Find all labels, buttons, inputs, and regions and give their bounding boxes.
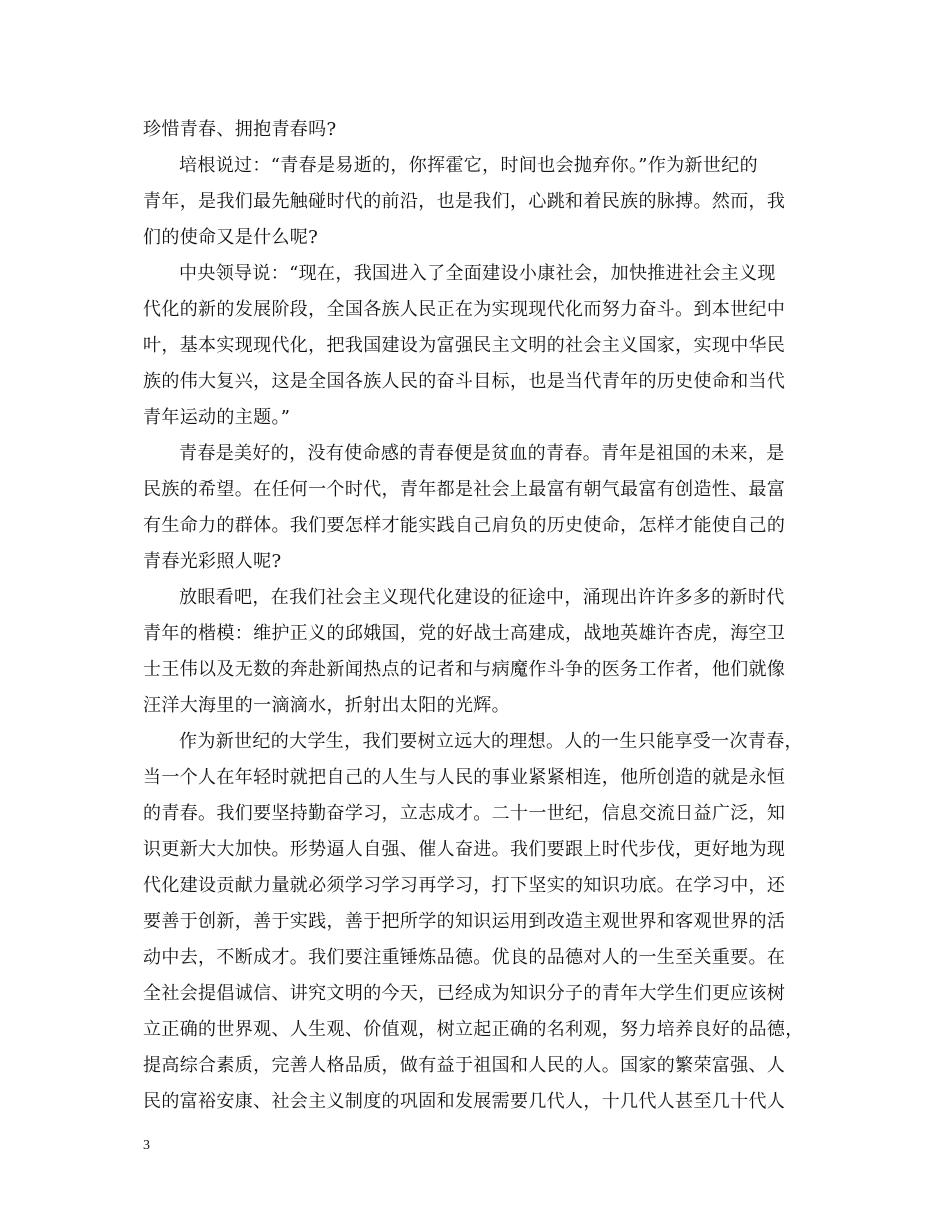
text-line: 提高综合素质，完善人格品质，做有益于祖国和人民的人。国家的繁荣富强、人 xyxy=(143,1055,786,1076)
text-line: 们的使命又是什么呢? xyxy=(143,227,319,248)
text-line: 青春光彩照人呢? xyxy=(143,551,282,572)
text-line: 培根说过：“青春是易逝的，你挥霍它，时间也会抛弃你。”作为新世纪的 xyxy=(179,155,758,176)
text-line: 民的富裕安康、社会主义制度的巩固和发展需要几代人，十几代人甚至几十代人 xyxy=(143,1091,786,1112)
text-line: 中央领导说：“现在，我国进入了全面建设小康社会，加快推进社会主义现 xyxy=(179,263,776,284)
page-number: 3 xyxy=(143,1138,150,1153)
text-line: 叶，基本实现现代化，把我国建设为富强民主文明的社会主义国家，实现中华民 xyxy=(143,335,786,356)
text-line: 全社会提倡诚信、讲究文明的今天，已经成为知识分子的青年大学生们更应该树 xyxy=(143,983,786,1004)
text-line: 青春是美好的，没有使命感的青春便是贫血的青春。青年是祖国的未来，是 xyxy=(179,443,785,464)
body-text xyxy=(143,112,823,1120)
text-line: 士王伟以及无数的奔赴新闻热点的记者和与病魔作斗争的医务工作者，他们就像 xyxy=(143,659,786,680)
text-line: 族的伟大复兴，这是全国各族人民的奋斗目标，也是当代青年的历史使命和当代 xyxy=(143,371,786,392)
text-line: 识更新大大加快。形势逼人自强、催人奋进。我们要跟上时代步伐，更好地为现 xyxy=(143,839,786,860)
text-line: 民族的希望。在任何一个时代，青年都是社会上最富有朝气最富有创造性、最富 xyxy=(143,479,786,500)
text-line: 有生命力的群体。我们要怎样才能实践自己肩负的历史使命，怎样才能使自己的 xyxy=(143,515,786,536)
text-line: 动中去，不断成才。我们要注重锤炼品德。优良的品德对人的一生至关重要。在 xyxy=(143,947,786,968)
text-line: 代化的新的发展阶段，全国各族人民正在为实现现代化而努力奋斗。到本世纪中 xyxy=(143,299,786,320)
text-line: 代化建设贡献力量就必须学习学习再学习，打下坚实的知识功底。在学习中，还 xyxy=(143,875,786,896)
text-line: 珍惜青春、拥抱青春吗? xyxy=(143,119,337,140)
text-line: 作为新世纪的大学生，我们要树立远大的理想。人的一生只能享受一次青春， xyxy=(179,731,803,752)
text-line: 的青春。我们要坚持勤奋学习，立志成才。二十一世纪，信息交流日益广泛，知 xyxy=(143,803,786,824)
text-line: 青年运动的主题。” xyxy=(143,407,291,428)
text-line: 青年，是我们最先触碰时代的前沿，也是我们，心跳和着民族的脉搏。然而，我 xyxy=(143,191,786,212)
text-line: 当一个人在年轻时就把自己的人生与人民的事业紧紧相连，他所创造的就是永恒 xyxy=(143,767,786,788)
text-line: 立正确的世界观、人生观、价值观，树立起正确的名利观，努力培养良好的品德， xyxy=(143,1019,804,1040)
text-line: 青年的楷模：维护正义的邱娥国，党的好战士高建成，战地英雄许杏虎，海空卫 xyxy=(143,623,786,644)
text-line: 要善于创新，善于实践，善于把所学的知识运用到改造主观世界和客观世界的活 xyxy=(143,911,786,932)
text-line: 汪洋大海里的一滴滴水，折射出太阳的光辉。 xyxy=(143,695,510,716)
text-line: 放眼看吧，在我们社会主义现代化建设的征途中，涌现出许许多多的新时代 xyxy=(179,587,785,608)
